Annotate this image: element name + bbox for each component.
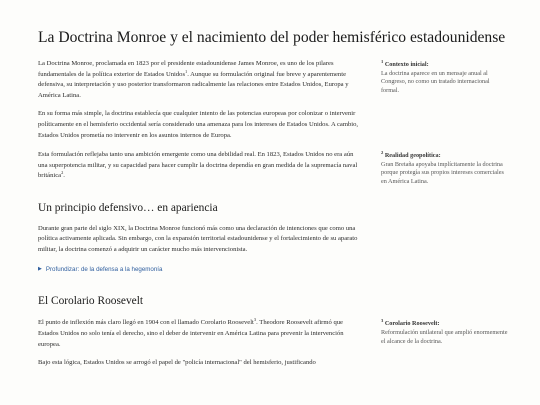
sidenote-title <box>381 58 508 70</box>
details-toggle[interactable] <box>38 265 508 274</box>
sidenote-title-text: Corolario Roosevelt: <box>384 320 440 328</box>
sidenote-title <box>381 152 508 161</box>
footnote-ref-2[interactable]: 2 <box>61 170 64 176</box>
paragraph-text: . Theodore Roosevelt afirmó que Estados Unidos no solo tenía el derecho, sino el deber de intervenir en América Latina para prevenir la intervención europea. <box>38 319 344 348</box>
triangle-right-icon: ▶ <box>38 266 42 273</box>
paragraph-text: Esta formulación reflejaba tanto una ambición emergente como una debilidad real. En 1823, Estados Unidos no era aún una superpotencia militar, y su capacidad para hacer cumplir la doctrina dependía en gran medida de la supremacía naval británica <box>38 151 358 180</box>
paragraph-weakness <box>38 150 363 182</box>
main-column <box>38 318 363 368</box>
paragraph-intro <box>38 59 363 101</box>
paragraph-text: La Doctrina Monroe, proclamada en 1823 por el presidente estadounidense James Monroe, es uno de los pilares fundamentales de la política exterior de Estados Unidos <box>38 60 334 78</box>
sidenote-text: Reformulación unilateral que amplió enormemente el alcance de la doctrina. <box>381 328 508 345</box>
paragraph-definition: En su forma más simple, la doctrina establecía que cualquier intento de las potencias europeas por colonizar o intervenir políticamente en el hemisferio occidental sería considerado una amenaza para los intereses de Estados Unidos. A cambio, Estados Unidos prometía no intervenir en los asuntos internos de Europa. <box>38 110 359 139</box>
sidenote-text: La doctrina aparece en un mensaje anual al Congreso, no como un tratado internacional formal. <box>381 69 490 94</box>
sidenote-3 <box>381 320 508 346</box>
article <box>38 28 508 369</box>
main-column <box>38 150 363 182</box>
section-heading-roosevelt: El Corolario Roosevelt <box>38 295 144 308</box>
paragraph-defensive: Durante gran parte del siglo XIX, la Doctrina Monroe funcionó más como una declaración de intenciones que como una política activamente aplicada. Sin embargo, con la expansión territorial estadounidense y el fortalecimiento de su aparato militar, la doctrina comenzó a adquirir un carácter mucho más intervencionista. <box>38 224 358 253</box>
paragraph-roosevelt <box>38 318 363 350</box>
footnote-ref-1[interactable]: 1 <box>185 68 188 74</box>
sidenote-title-text: Contexto inicial: <box>384 61 429 68</box>
details-label: Profundizar: de la defensa a la hegemonía <box>45 266 163 274</box>
sidenote-title-text: Realidad geopolítica: <box>384 152 441 160</box>
main-column <box>38 224 363 256</box>
footnote-ref-3[interactable]: 3 <box>253 317 257 323</box>
roosevelt-block <box>38 318 508 368</box>
defensive-block <box>38 224 508 256</box>
sidenote-number: 3 <box>381 318 384 324</box>
paragraph-text: . Aunque su formulación original fue breve y aparentemente defensiva, su interpretación y uso posterior transformaron radicalmente las relaciones entre Estados Unidos, Europa y América Latina. <box>38 70 349 99</box>
intro-block <box>38 59 508 141</box>
sidenote-text: Gran Bretaña apoyaba implícitamente la doctrina porque protegía sus propios intereses comerciales en América Latina. <box>381 160 504 185</box>
sidenote-2 <box>381 152 508 186</box>
page-title: La Doctrina Monroe y el nacimiento del poder hemisférico estadounidense <box>38 29 506 46</box>
paragraph-text: . <box>63 172 65 180</box>
main-column <box>38 59 363 141</box>
paragraph-police: Bajo esta lógica, Estados Unidos se arrogó el papel de "policía internacional" del hemisferio, justificando <box>38 359 316 367</box>
sidenote-number: 2 <box>381 150 384 156</box>
sidenote-1 <box>381 58 508 95</box>
sidenote-number: 1 <box>381 58 384 64</box>
weakness-block <box>38 150 508 186</box>
sidenote-title <box>381 320 508 329</box>
paragraph-text: El punto de inflexión más claro llegó en 1904 con el llamado Corolario Roosevelt <box>38 319 254 327</box>
section-heading-defensive: Un principio defensivo… en apariencia <box>38 201 218 214</box>
